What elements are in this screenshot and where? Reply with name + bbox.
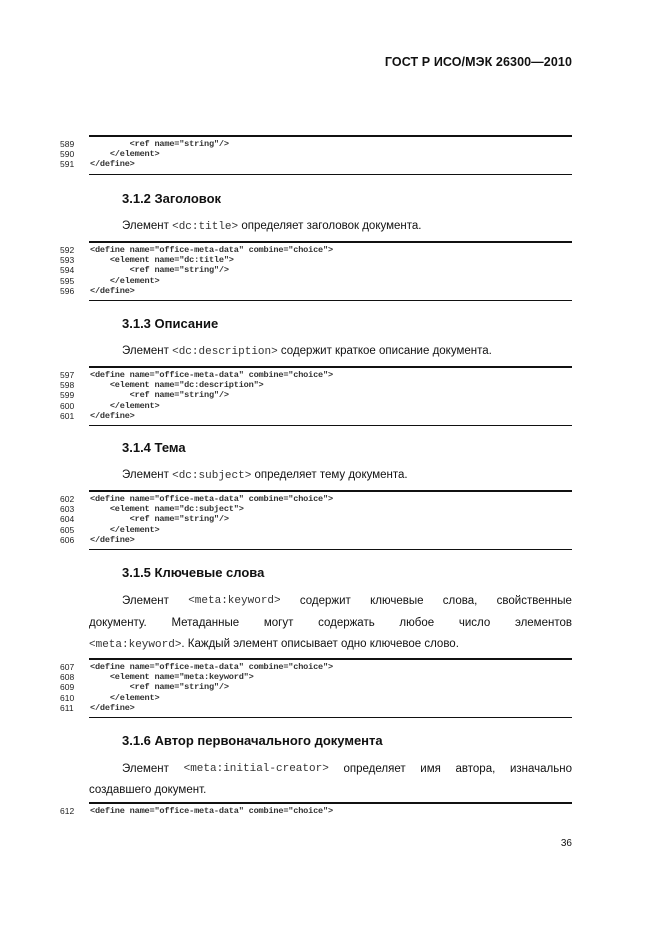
line-number: 604 bbox=[60, 514, 75, 525]
section-heading-3-1-3: 3.1.3 Описание bbox=[122, 316, 219, 331]
line-number: 600 bbox=[60, 400, 75, 411]
code-text: <define name="office-meta-data" combine="choice"> bbox=[90, 806, 333, 816]
code-text: </element> bbox=[90, 149, 160, 160]
word: Элемент bbox=[122, 595, 169, 607]
code-text: </define> bbox=[90, 702, 135, 713]
code-text: </define> bbox=[90, 410, 135, 421]
line-number: 593 bbox=[60, 255, 75, 266]
word: могут bbox=[263, 617, 294, 629]
code-text: </define> bbox=[90, 534, 135, 545]
element-code: <dc:title> bbox=[172, 221, 239, 233]
line-number: 607 bbox=[60, 662, 75, 672]
line-number: 589 bbox=[60, 139, 75, 149]
code-block-bottom-rule bbox=[89, 174, 572, 175]
code-block-top-rule bbox=[89, 366, 572, 368]
line-number: 605 bbox=[60, 524, 75, 535]
paragraph-3-1-2 bbox=[122, 220, 421, 233]
code-text: </element> bbox=[90, 275, 160, 286]
line-number: 608 bbox=[60, 672, 75, 683]
code-text: <define name="office-meta-data" combine="choice"> bbox=[90, 370, 333, 380]
element-code: <meta:initial-creator> bbox=[183, 763, 329, 775]
word: имя bbox=[420, 763, 441, 775]
word: любое bbox=[399, 617, 435, 629]
paragraph-3-1-5-line-2 bbox=[89, 617, 572, 629]
code-text: <element name="dc:subject"> bbox=[90, 504, 244, 515]
code-text: </define> bbox=[90, 159, 135, 170]
para-text: . Каждый элемент описывает одно ключевое слово. bbox=[181, 638, 459, 650]
section-heading-3-1-5: 3.1.5 Ключевые слова bbox=[122, 565, 265, 580]
code-text: <ref name="string"/> bbox=[90, 265, 229, 276]
code-block-bottom-rule bbox=[89, 300, 572, 301]
code-text: <ref name="string"/> bbox=[90, 390, 229, 401]
line-number: 599 bbox=[60, 390, 75, 401]
paragraph-3-1-6-line-1 bbox=[122, 763, 572, 775]
line-number: 606 bbox=[60, 534, 75, 545]
para-text: определяет заголовок документа. bbox=[238, 220, 422, 232]
word: Элемент bbox=[122, 763, 169, 775]
word: свойственные bbox=[496, 595, 572, 607]
code-text: </define> bbox=[90, 285, 135, 296]
section-heading-3-1-6: 3.1.6 Автор первоначального документа bbox=[122, 733, 383, 748]
code-block-589 bbox=[60, 135, 572, 177]
paragraph-3-1-3 bbox=[122, 345, 492, 358]
code-block-592 bbox=[60, 241, 572, 303]
line-number: 590 bbox=[60, 149, 75, 160]
line-number: 602 bbox=[60, 494, 75, 504]
code-block-top-rule bbox=[89, 490, 572, 492]
line-number: 592 bbox=[60, 245, 75, 255]
line-number: 611 bbox=[60, 702, 74, 713]
word: слова, bbox=[442, 595, 478, 607]
word: элементов bbox=[514, 617, 572, 629]
code-block-602 bbox=[60, 490, 572, 552]
section-heading-3-1-4: 3.1.4 Тема bbox=[122, 440, 186, 455]
word: ключевые bbox=[370, 595, 424, 607]
code-block-top-rule bbox=[89, 135, 572, 137]
line-number: 601 bbox=[60, 410, 75, 421]
element-code: <dc:description> bbox=[172, 346, 278, 358]
line-number: 609 bbox=[60, 682, 75, 693]
line-number: 603 bbox=[60, 504, 75, 515]
word: содержит bbox=[299, 595, 351, 607]
word: Метаданные bbox=[171, 617, 240, 629]
code-text: <ref name="string"/> bbox=[90, 139, 229, 149]
code-block-607 bbox=[60, 658, 572, 720]
para-text: создавшего документ. bbox=[89, 784, 207, 796]
word: число bbox=[458, 617, 491, 629]
word: определяет bbox=[343, 763, 406, 775]
paragraph-3-1-5-line-1 bbox=[122, 595, 572, 607]
line-number: 610 bbox=[60, 692, 75, 703]
code-text: </element> bbox=[90, 524, 160, 535]
line-number: 598 bbox=[60, 380, 75, 391]
para-text: Элемент bbox=[122, 345, 173, 357]
paragraph-3-1-4 bbox=[122, 469, 408, 482]
code-block-bottom-rule bbox=[89, 717, 572, 718]
code-text: <element name="dc:title"> bbox=[90, 255, 234, 266]
code-text: <define name="office-meta-data" combine="choice"> bbox=[90, 245, 333, 255]
code-text: </element> bbox=[90, 400, 160, 411]
code-text: <define name="office-meta-data" combine="choice"> bbox=[90, 662, 333, 672]
word: документу. bbox=[89, 617, 147, 629]
para-text: Элемент bbox=[122, 469, 173, 481]
code-block-597 bbox=[60, 366, 572, 428]
word: содержать bbox=[318, 617, 375, 629]
element-code: <dc:subject> bbox=[172, 470, 252, 482]
element-code: <meta:keyword> bbox=[188, 595, 281, 607]
code-text: <define name="office-meta-data" combine="choice"> bbox=[90, 494, 333, 504]
page-number: 36 bbox=[560, 838, 572, 849]
para-text: Элемент bbox=[122, 220, 173, 232]
section-heading-3-1-2: 3.1.2 Заголовок bbox=[122, 191, 222, 206]
code-text: <ref name="string"/> bbox=[90, 514, 229, 525]
word: автора, bbox=[455, 763, 496, 775]
code-text: <ref name="string"/> bbox=[90, 682, 229, 693]
line-number: 612 bbox=[60, 806, 75, 816]
word: изначально bbox=[509, 763, 572, 775]
line-number: 595 bbox=[60, 275, 75, 286]
element-code: <meta:keyword> bbox=[89, 639, 182, 651]
para-text: определяет тему документа. bbox=[251, 469, 408, 481]
code-block-top-rule bbox=[89, 658, 572, 660]
line-number: 596 bbox=[60, 285, 75, 296]
code-block-bottom-rule bbox=[89, 549, 572, 550]
paragraph-3-1-6-line-2 bbox=[89, 784, 206, 796]
code-text: <element name="meta:keyword"> bbox=[90, 672, 254, 683]
line-number: 591 bbox=[60, 159, 75, 170]
para-text: содержит краткое описание документа. bbox=[277, 345, 492, 357]
line-number: 594 bbox=[60, 265, 75, 276]
code-block-top-rule bbox=[89, 241, 572, 243]
code-block-612 bbox=[60, 802, 572, 824]
paragraph-3-1-5-line-3 bbox=[89, 638, 459, 651]
code-block-bottom-rule bbox=[89, 425, 572, 426]
standard-title: ГОСТ Р ИСО/МЭК 26300—2010 bbox=[384, 55, 572, 69]
code-text: <element name="dc:description"> bbox=[90, 380, 264, 391]
code-block-top-rule bbox=[89, 802, 572, 804]
line-number: 597 bbox=[60, 370, 75, 380]
code-text: </element> bbox=[90, 692, 160, 703]
